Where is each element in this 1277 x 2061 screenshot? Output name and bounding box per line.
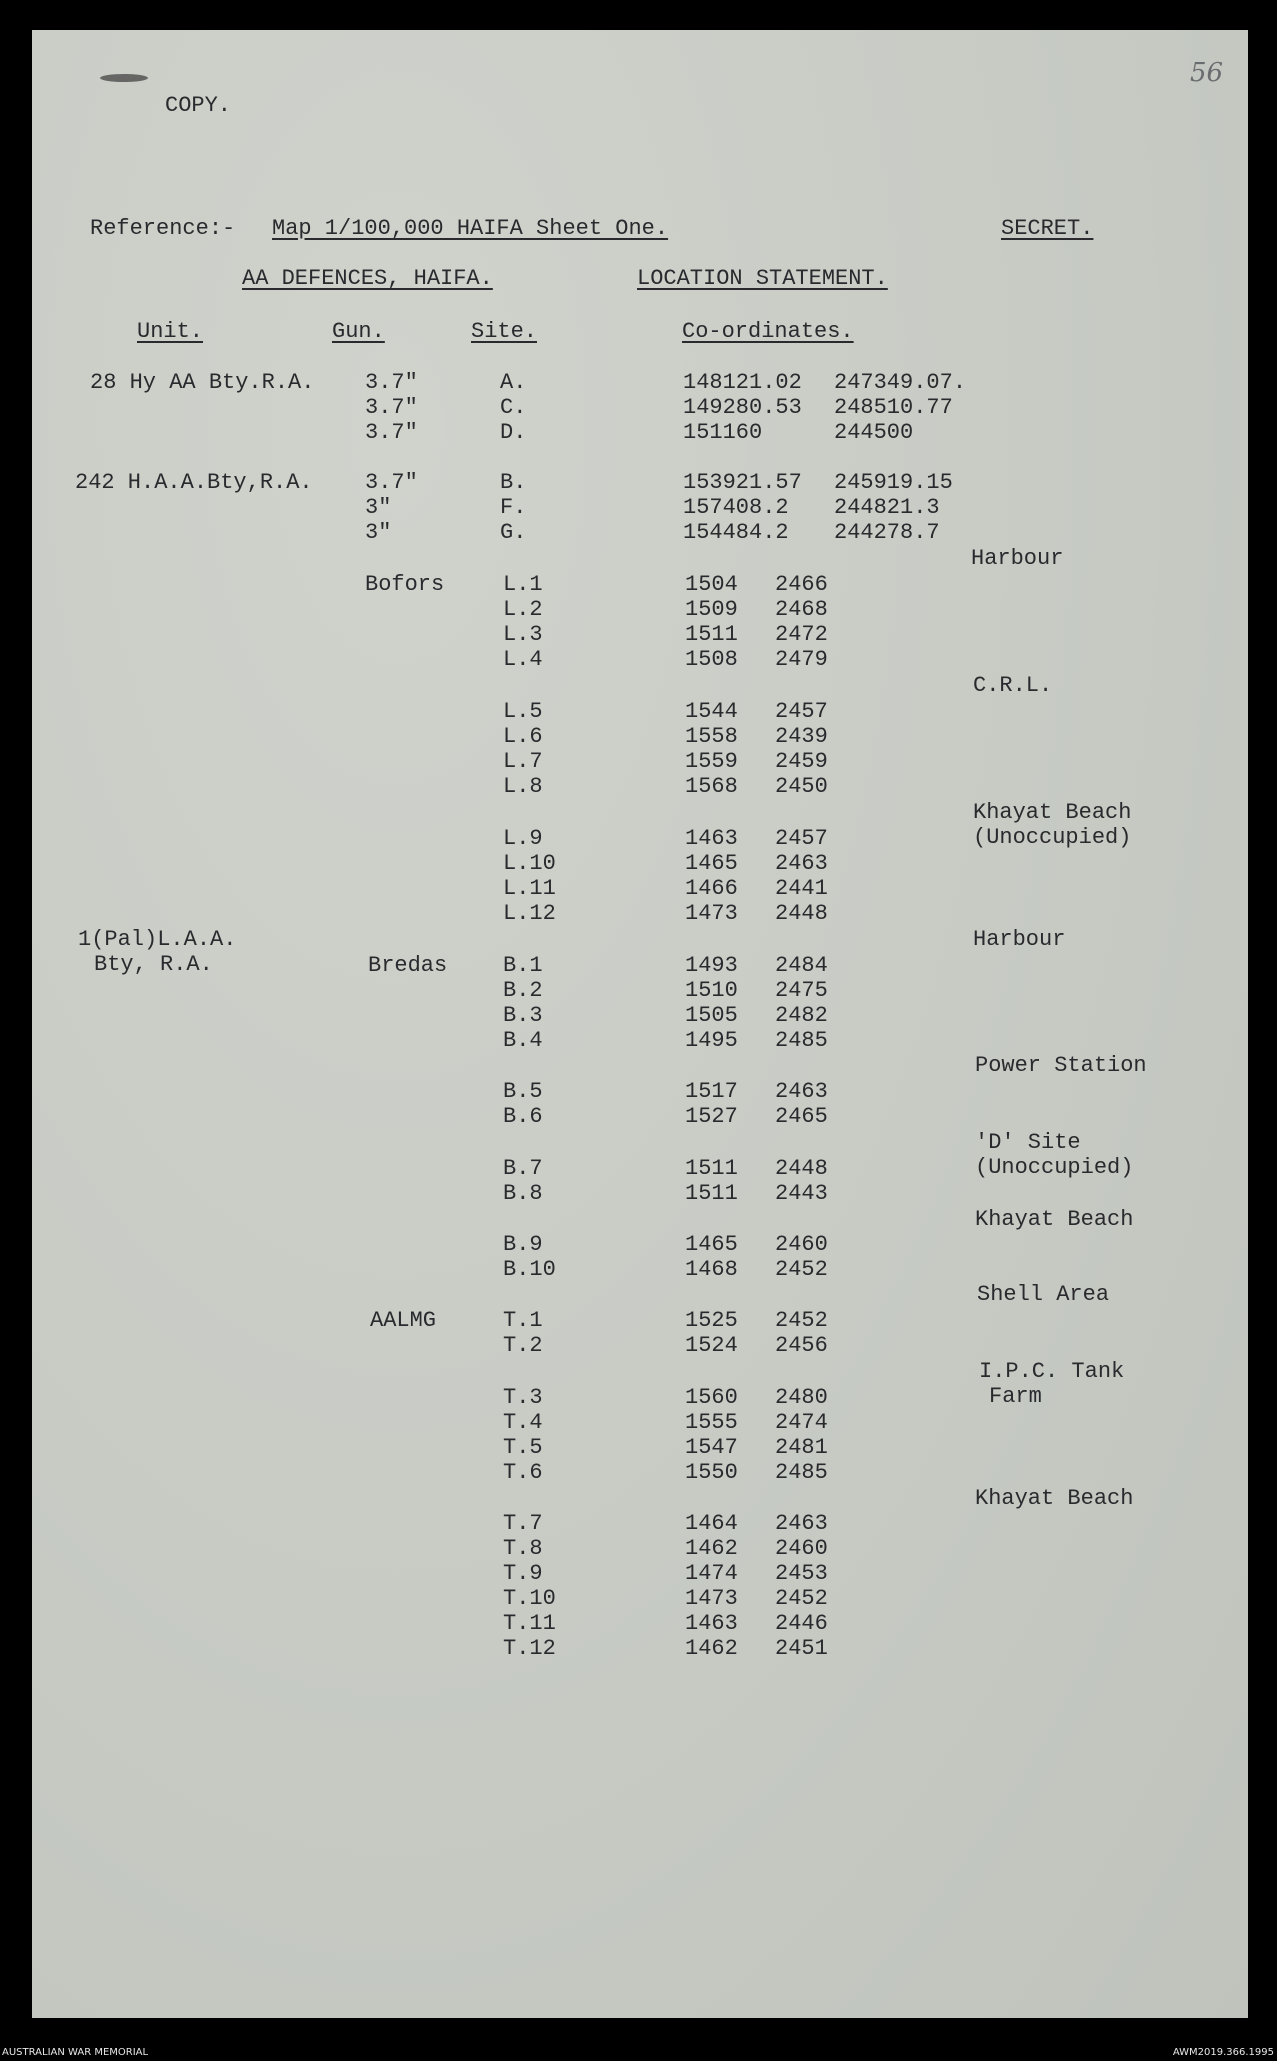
ink-smudge — [100, 74, 148, 82]
coordinate-y: 2485 — [775, 1460, 828, 1485]
coordinate-x: 1463 — [685, 826, 738, 851]
location-remark: Khayat Beach — [975, 1207, 1134, 1232]
coordinate-x: 1505 — [685, 1003, 738, 1028]
coordinate-x: 1493 — [685, 953, 738, 978]
coordinate-y: 2463 — [775, 1511, 828, 1536]
coordinate-x: 154484.2 — [683, 520, 789, 545]
footer-accession-number: AWM2019.366.1995 — [1172, 2047, 1274, 2058]
site-code: T.12 — [503, 1636, 556, 1661]
site-code: T.4 — [503, 1410, 543, 1435]
coordinate-x: 1462 — [685, 1636, 738, 1661]
coordinate-y: 2441 — [775, 876, 828, 901]
coordinate-y: 2465 — [775, 1104, 828, 1129]
coordinate-y: 2475 — [775, 978, 828, 1003]
gun-type: 3.7" — [365, 395, 418, 420]
location-remark: Shell Area — [977, 1282, 1110, 1307]
coordinate-x: 1511 — [685, 1181, 738, 1206]
location-remark: Khayat Beach — [975, 1486, 1134, 1511]
unit-1-pal-laa-bty: Bty, R.A. — [94, 952, 213, 977]
column-header-site: Site. — [471, 319, 538, 344]
location-remark: I.P.C. Tank — [979, 1359, 1125, 1384]
site-code: B.5 — [503, 1079, 543, 1104]
coordinate-x: 1547 — [685, 1435, 738, 1460]
coordinate-y: 2463 — [775, 851, 828, 876]
coordinate-x: 1550 — [685, 1460, 738, 1485]
site-code: L.1 — [503, 572, 543, 597]
coordinate-y: 2479 — [775, 647, 828, 672]
copy-label: COPY. — [165, 93, 232, 118]
gun-type-aalmg: AALMG — [370, 1308, 437, 1333]
coordinate-x: 1473 — [685, 901, 738, 926]
gun-type: 3" — [365, 520, 392, 545]
site-code: T.6 — [503, 1460, 543, 1485]
title-location-statement: LOCATION STATEMENT. — [637, 266, 888, 291]
coordinate-y: 244821.3 — [834, 495, 940, 520]
coordinate-y: 2453 — [775, 1561, 828, 1586]
coordinate-y: 2485 — [775, 1028, 828, 1053]
coordinate-y: 247349.07. — [834, 370, 967, 395]
coordinate-x: 1555 — [685, 1410, 738, 1435]
coordinate-y: 2480 — [775, 1385, 828, 1410]
coordinate-y: 2474 — [775, 1410, 828, 1435]
coordinate-x: 1509 — [685, 597, 738, 622]
coordinate-y: 2484 — [775, 953, 828, 978]
coordinate-y: 2452 — [775, 1308, 828, 1333]
coordinate-x: 1560 — [685, 1385, 738, 1410]
coordinate-x: 1504 — [685, 572, 738, 597]
site-code: L.8 — [503, 774, 543, 799]
site-code: F. — [500, 495, 527, 520]
coordinate-y: 2457 — [775, 826, 828, 851]
coordinate-x: 157408.2 — [683, 495, 789, 520]
document-page — [32, 30, 1248, 2018]
coordinate-y: 2456 — [775, 1333, 828, 1358]
site-code: D. — [500, 420, 527, 445]
site-code: B.9 — [503, 1232, 543, 1257]
site-code: B.10 — [503, 1257, 556, 1282]
map-reference: Map 1/100,000 HAIFA Sheet One. — [272, 216, 669, 241]
location-remark: Farm — [989, 1384, 1042, 1409]
site-code: T.11 — [503, 1611, 556, 1636]
coordinate-y: 2463 — [775, 1079, 828, 1104]
gun-type: 3.7" — [365, 420, 418, 445]
coordinate-x: 1524 — [685, 1333, 738, 1358]
site-code: L.6 — [503, 724, 543, 749]
coordinate-x: 1544 — [685, 699, 738, 724]
coordinate-x: 1510 — [685, 978, 738, 1003]
column-header-gun: Gun. — [332, 319, 385, 344]
coordinate-x: 148121.02 — [683, 370, 802, 395]
site-code: L.11 — [503, 876, 556, 901]
site-code: T.7 — [503, 1511, 543, 1536]
unit-28-hy-aa-bty: 28 Hy AA Bty.R.A. — [90, 370, 315, 395]
coordinate-x: 1464 — [685, 1511, 738, 1536]
site-code: L.12 — [503, 901, 556, 926]
site-code: T.8 — [503, 1536, 543, 1561]
coordinate-y: 2459 — [775, 749, 828, 774]
coordinate-y: 248510.77 — [834, 395, 953, 420]
gun-type: 3.7" — [365, 470, 418, 495]
site-code: C. — [500, 395, 527, 420]
coordinate-x: 153921.57 — [683, 470, 802, 495]
coordinate-x: 1465 — [685, 851, 738, 876]
coordinate-x: 1511 — [685, 1156, 738, 1181]
coordinate-y: 2446 — [775, 1611, 828, 1636]
coordinate-x: 1473 — [685, 1586, 738, 1611]
gun-type: 3.7" — [365, 370, 418, 395]
coordinate-x: 149280.53 — [683, 395, 802, 420]
column-header-coordinates: Co-ordinates. — [682, 319, 854, 344]
classification-marking: SECRET. — [1001, 216, 1094, 241]
coordinate-x: 1495 — [685, 1028, 738, 1053]
coordinate-y: 2482 — [775, 1003, 828, 1028]
title-aa-defences: AA DEFENCES, HAIFA. — [242, 266, 493, 291]
location-remark: Harbour — [971, 546, 1064, 571]
coordinate-y: 2451 — [775, 1636, 828, 1661]
coordinate-x: 1511 — [685, 622, 738, 647]
coordinate-x: 1466 — [685, 876, 738, 901]
location-remark: (Unoccupied) — [975, 1155, 1134, 1180]
coordinate-y: 2457 — [775, 699, 828, 724]
site-code: T.2 — [503, 1333, 543, 1358]
site-code: L.2 — [503, 597, 543, 622]
coordinate-y: 2468 — [775, 597, 828, 622]
gun-type: 3" — [365, 495, 392, 520]
coordinate-x: 1468 — [685, 1257, 738, 1282]
site-code: T.10 — [503, 1586, 556, 1611]
site-code: B.6 — [503, 1104, 543, 1129]
coordinate-x: 1462 — [685, 1536, 738, 1561]
unit-242-haa-bty: 242 H.A.A.Bty,R.A. — [75, 470, 313, 495]
location-remark: (Unoccupied) — [973, 825, 1132, 850]
pencil-folio-number: 56 — [1190, 58, 1224, 88]
site-code: L.10 — [503, 851, 556, 876]
coordinate-y: 2452 — [775, 1257, 828, 1282]
coordinate-y: 2466 — [775, 572, 828, 597]
site-code: L.3 — [503, 622, 543, 647]
coordinate-y: 2472 — [775, 622, 828, 647]
coordinate-y: 244278.7 — [834, 520, 940, 545]
location-remark: Power Station — [975, 1053, 1147, 1078]
unit-1-pal-laa: 1(Pal)L.A.A. — [78, 927, 237, 952]
coordinate-x: 1465 — [685, 1232, 738, 1257]
column-header-unit: Unit. — [137, 319, 204, 344]
reference-label: Reference:- — [90, 216, 236, 241]
gun-type-bofors: Bofors — [365, 572, 445, 597]
coordinate-y: 2448 — [775, 1156, 828, 1181]
coordinate-y: 2460 — [775, 1232, 828, 1257]
coordinate-x: 1517 — [685, 1079, 738, 1104]
site-code: B.4 — [503, 1028, 543, 1053]
coordinate-x: 1474 — [685, 1561, 738, 1586]
site-code: G. — [500, 520, 527, 545]
site-code: T.5 — [503, 1435, 543, 1460]
coordinate-x: 1508 — [685, 647, 738, 672]
location-remark: C.R.L. — [973, 673, 1053, 698]
site-code: B.8 — [503, 1181, 543, 1206]
footer-archive-name: AUSTRALIAN WAR MEMORIAL — [2, 2047, 149, 2058]
coordinate-y: 2481 — [775, 1435, 828, 1460]
site-code: L.9 — [503, 826, 543, 851]
coordinate-y: 2448 — [775, 901, 828, 926]
coordinate-y: 2452 — [775, 1586, 828, 1611]
coordinate-y: 2439 — [775, 724, 828, 749]
coordinate-x: 1568 — [685, 774, 738, 799]
site-code: T.3 — [503, 1385, 543, 1410]
site-code: L.4 — [503, 647, 543, 672]
site-code: T.9 — [503, 1561, 543, 1586]
coordinate-y: 2450 — [775, 774, 828, 799]
site-code: L.7 — [503, 749, 543, 774]
location-remark: Khayat Beach — [973, 800, 1132, 825]
site-code: B. — [500, 470, 527, 495]
site-code: B.7 — [503, 1156, 543, 1181]
site-code: A. — [500, 370, 527, 395]
coordinate-x: 1525 — [685, 1308, 738, 1333]
coordinate-y: 245919.15 — [834, 470, 953, 495]
coordinate-y: 2460 — [775, 1536, 828, 1561]
coordinate-x: 1558 — [685, 724, 738, 749]
site-code: B.1 — [503, 953, 543, 978]
location-remark: 'D' Site — [975, 1130, 1081, 1155]
gun-type-bredas: Bredas — [368, 953, 448, 978]
site-code: B.3 — [503, 1003, 543, 1028]
site-code: L.5 — [503, 699, 543, 724]
coordinate-x: 1463 — [685, 1611, 738, 1636]
location-remark: Harbour — [973, 927, 1066, 952]
coordinate-y: 244500 — [834, 420, 914, 445]
coordinate-x: 1559 — [685, 749, 738, 774]
coordinate-x: 1527 — [685, 1104, 738, 1129]
coordinate-y: 2443 — [775, 1181, 828, 1206]
coordinate-x: 151160 — [683, 420, 763, 445]
site-code: B.2 — [503, 978, 543, 1003]
site-code: T.1 — [503, 1308, 543, 1333]
